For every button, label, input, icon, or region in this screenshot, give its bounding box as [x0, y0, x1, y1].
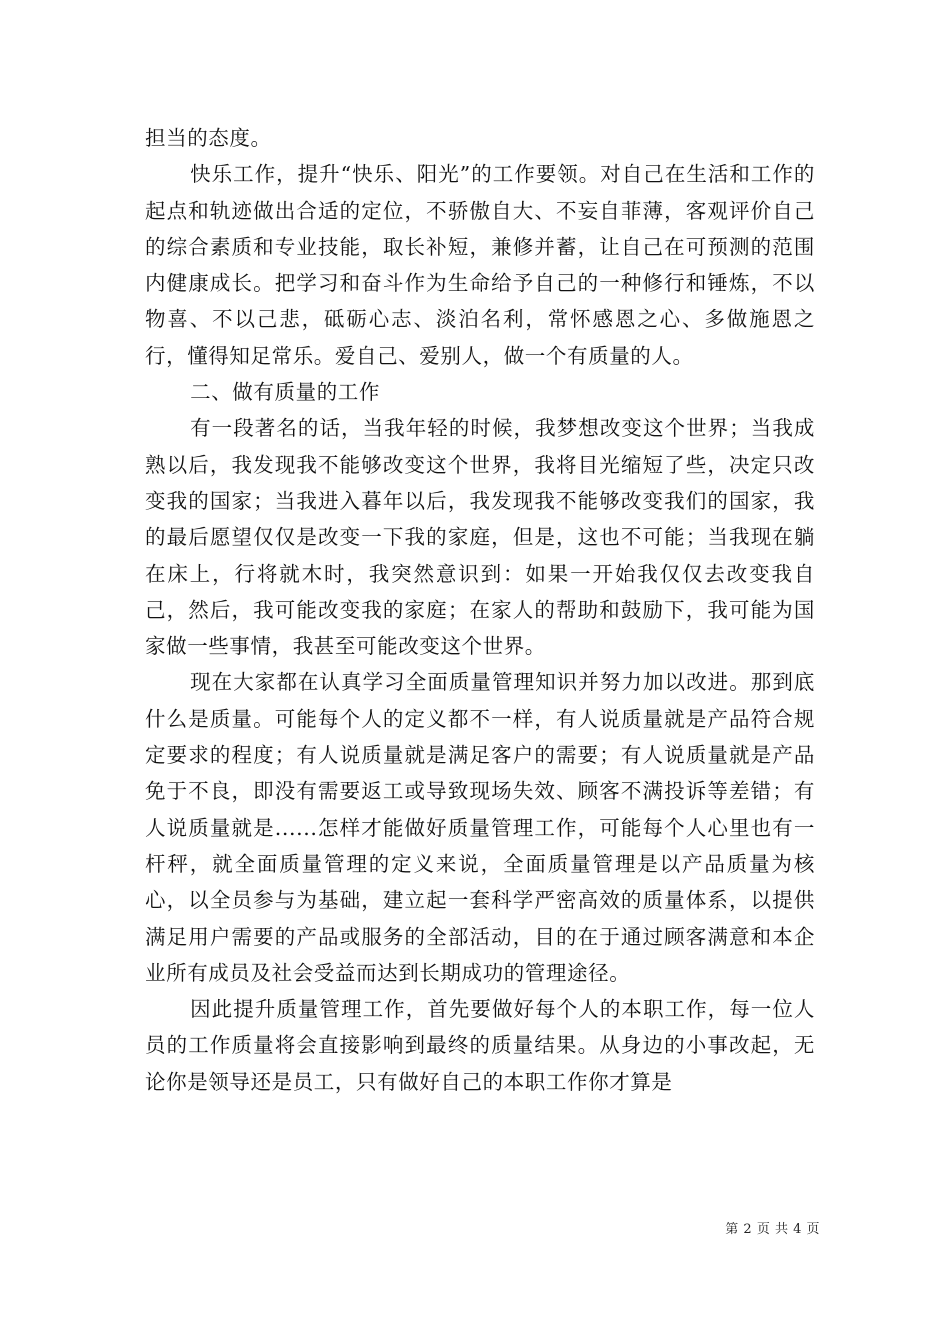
page-number: 第 2 页 共 4 页: [725, 1222, 820, 1237]
paragraph-happy-work: 快乐工作，提升“快乐、阳光”的工作要领。对自己在生活和工作的起点和轨迹做出合适的定位，不骄傲自大、不妄自菲薄，客观评价自己的综合素质和专业技能，取长补短，兼修并蓄，让自己在可预测的范围内健康成长。把学习和奋斗作为生命给予自己的一种修行和锤炼，不以物喜、不以己悲，砥砺心志、淡泊名利，常怀感恩之心、多做施恩之行，懂得知足常乐。爱自己、爱别人，做一个有质量的人。: [145, 162, 815, 368]
paragraph-improve-quality: 因此提升质量管理工作，首先要做好每个人的本职工作，每一位人员的工作质量将会直接影响到最终的质量结果。从身边的小事改起，无论你是领导还是员工，只有做好自己的本职工作你才算是: [145, 997, 815, 1094]
paragraph-famous-quote: 有一段著名的话，当我年轻的时候，我梦想改变这个世界；当我成熟以后，我发现我不能够改变这个世界，我将目光缩短了些，决定只改变我的国家；当我进入暮年以后，我发现我不能够改变我们的国家，我的最后愿望仅仅是改变一下我的家庭，但是，这也不可能；当我现在躺在床上，行将就木时，我突然意识到：如果一开始我仅仅去改变我自己，然后，我可能改变我的家庭；在家人的帮助和鼓励下，我可能为国家做一些事情，我甚至可能改变这个世界。: [145, 416, 815, 659]
document-body: [145, 120, 815, 1100]
paragraph-quality-management: 现在大家都在认真学习全面质量管理知识并努力加以改进。那到底什么是质量。可能每个人的定义都不一样，有人说质量就是产品符合规定要求的程度；有人说质量就是满足客户的需要；有人说质量就是产品免于不良，即没有需要返工或导致现场失效、顾客不满投诉等差错；有人说质量就是......怎样才能做好质量管理工作，可能每个人心里也有一杆秤，就全面质量管理的定义来说，全面质量管理是以产品质量为核心，以全员参与为基础，建立起一套科学严密高效的质量体系，以提供满足用户需要的产品或服务的全部活动，目的在于通过顾客满意和本企业所有成员及社会受益而达到长期成功的管理途径。: [145, 670, 815, 985]
section-heading-quality-work: 二、做有质量的工作: [190, 380, 380, 405]
paragraph-continuation: 担当的态度。: [145, 126, 272, 150]
